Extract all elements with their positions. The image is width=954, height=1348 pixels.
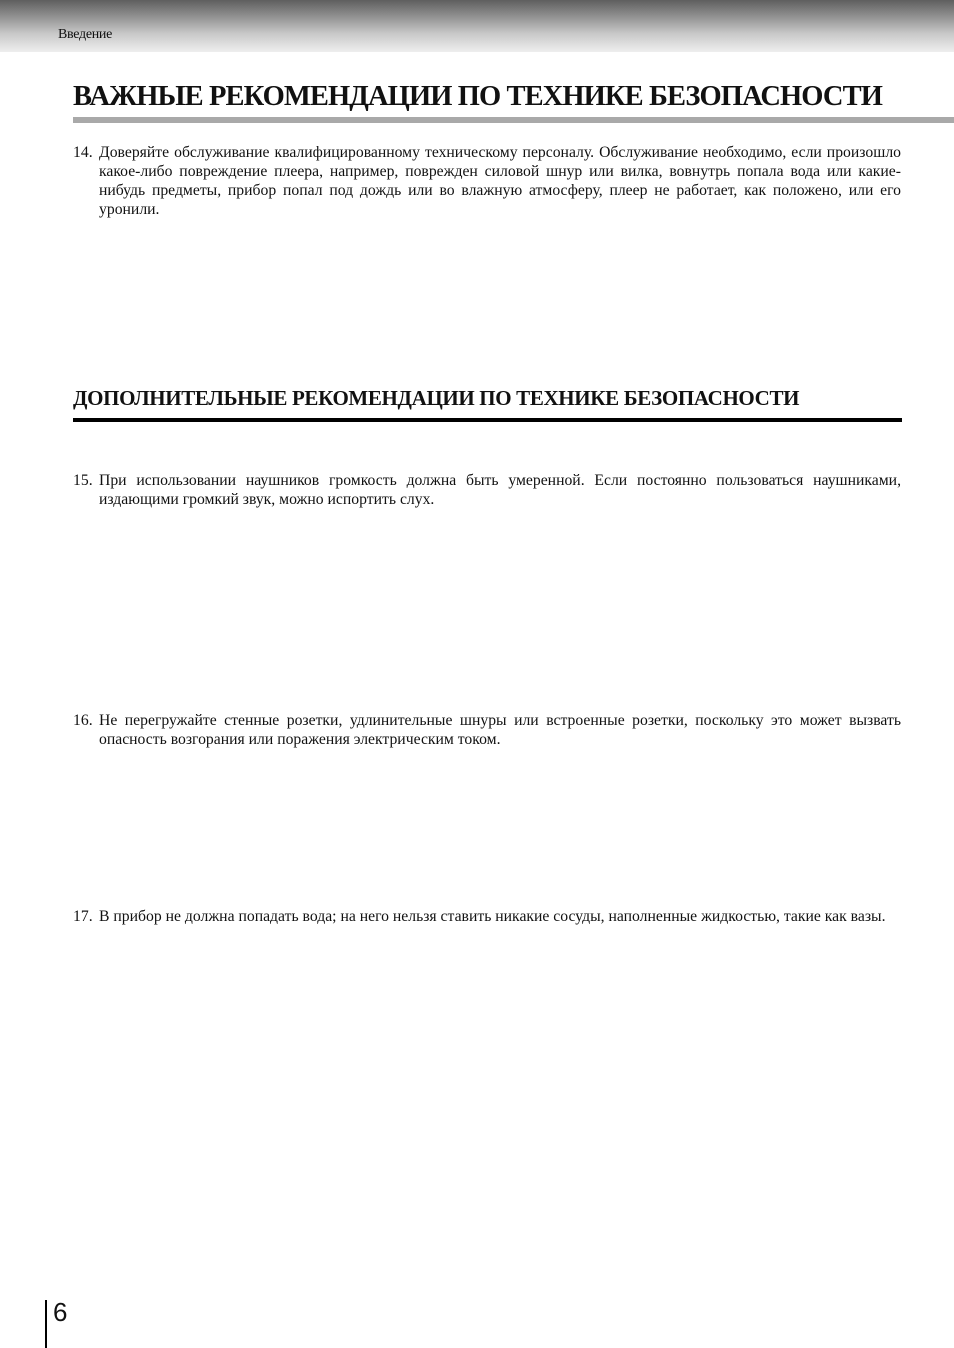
page-number-rule	[45, 1300, 47, 1348]
safety-item-15	[73, 471, 901, 509]
item-number: 15.	[73, 472, 93, 489]
main-heading: ВАЖНЫЕ РЕКОМЕНДАЦИИ ПО ТЕХНИКЕ БЕЗОПАСНОСТИ	[73, 81, 882, 112]
item-number: 16.	[73, 712, 93, 729]
safety-item-14	[73, 143, 901, 219]
header-bar	[0, 0, 954, 52]
sub-heading: ДОПОЛНИТЕЛЬНЫЕ РЕКОМЕНДАЦИИ ПО ТЕХНИКЕ БЕЗОПАСНОСТИ	[73, 386, 800, 410]
item-text: Доверяйте обслуживание квалифицированному техническому персоналу. Обслуживание необходимо, если произошло какое-либо повреждение плеера, например, поврежден силовой шнур или вилка, вовнутрь попала вода или какие-нибудь предметы, прибор попал под дождь или во влажную атмосферу, плеер не работает, как положено, или его уронили.	[99, 144, 901, 218]
item-number: 17.	[73, 908, 93, 925]
item-number: 14.	[73, 144, 93, 161]
item-text: Не перегружайте стенные розетки, удлинительные шнуры или встроенные розетки, поскольку это может вызвать опасность возгорания или поражения электрическим током.	[99, 712, 901, 748]
safety-item-17	[73, 907, 901, 926]
safety-item-16	[73, 711, 901, 749]
page-number: 6	[53, 1297, 68, 1327]
item-text: При использовании наушников громкость должна быть умеренной. Если постоянно пользоваться наушниками, издающими громкий звук, можно испортить слух.	[99, 472, 901, 508]
main-heading-rule	[73, 117, 954, 123]
item-text: В прибор не должна попадать вода; на него нельзя ставить никакие сосуды, наполненные жидкостью, такие как вазы.	[99, 908, 886, 925]
sub-heading-rule	[73, 418, 902, 422]
section-label: Введение	[58, 27, 113, 42]
